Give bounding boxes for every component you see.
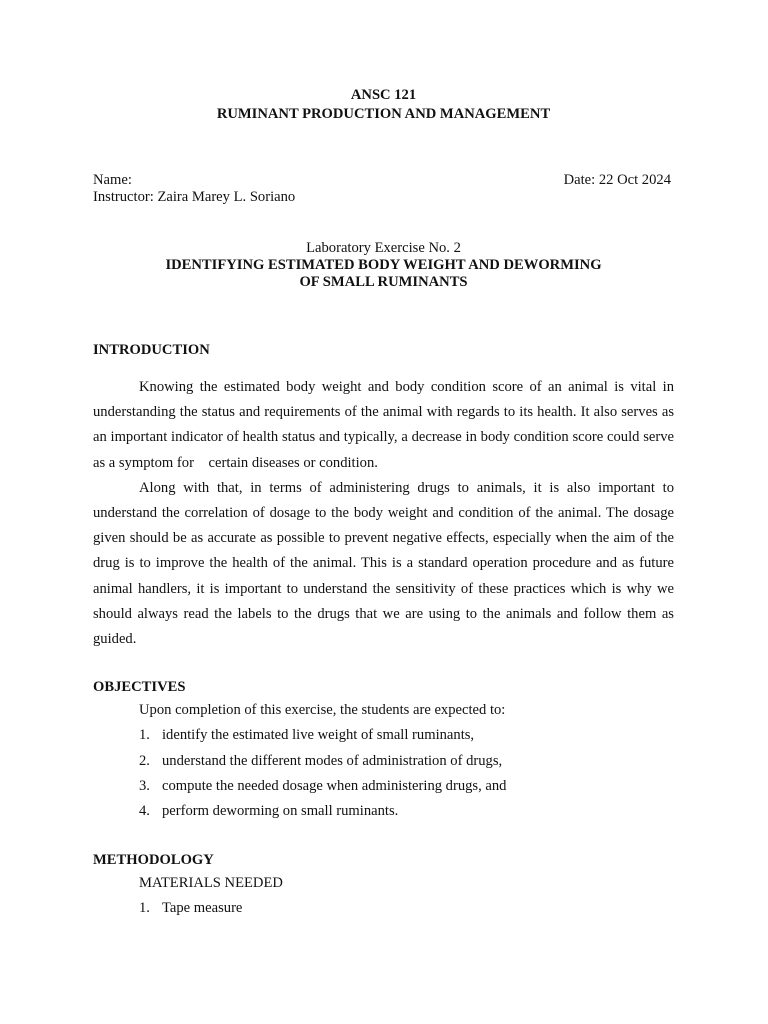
methodology-heading: METHODOLOGY [93,852,214,869]
list-item [139,723,674,748]
course-title: RUMINANT PRODUCTION AND MANAGEMENT [216,106,551,122]
date-label: Date: 22 Oct 2024 [563,172,671,188]
list-number: 4. [139,803,150,820]
introduction-heading: INTRODUCTION [93,342,210,358]
objectives-list [93,723,674,824]
introduction-paragraph-1: Knowing the estimated body weight and body condition score of an animal is vital in understanding the status and requirements of the animal with regards to its health. It also serves as an important indicator of health status and typically, a decrease in body condition score could serve as a symptom for certain diseases or condition. [93,379,678,471]
objectives-lead: Upon completion of this exercise, the students are expected to: [139,702,506,719]
materials-subheading: MATERIALS NEEDED [139,875,283,892]
introduction-section [93,341,678,652]
list-item [139,749,674,774]
list-item [139,774,674,799]
exercise-number: Laboratory Exercise No. 2 [306,240,461,256]
list-text: compute the needed dosage when administering drugs, and [162,777,507,794]
name-label: Name: [93,172,132,188]
list-number: 1. [139,727,150,744]
list-item [139,799,674,824]
objectives-section [93,678,674,824]
info-block [93,172,674,206]
methodology-section [93,851,674,921]
list-text: Tape measure [162,900,243,917]
list-text: perform deworming on small ruminants. [162,803,399,820]
exercise-title-line2: OF SMALL RUMINANTS [299,274,468,290]
course-code: ANSC 121 [350,87,417,103]
exercise-header [93,240,674,291]
list-number: 2. [139,752,150,769]
list-number: 1. [139,900,150,917]
list-item [139,896,674,921]
instructor-label: Instructor: Zaira Marey L. Soriano [93,189,296,205]
objectives-heading: OBJECTIVES [93,679,186,696]
list-text: identify the estimated live weight of small ruminants, [162,727,475,744]
list-number: 3. [139,777,150,794]
document-page [93,86,678,922]
list-text: understand the different modes of administration of drugs, [162,752,503,769]
exercise-title-line1: IDENTIFYING ESTIMATED BODY WEIGHT AND DEWORMING [165,257,602,273]
introduction-paragraph-2: Along with that, in terms of administering drugs to animals, it is also important to understand the correlation of dosage to the body weight and condition of the animal. The dosage given should be as accurate as possible to prevent negative effects, especially when the aim of the drug is to improve the health of the animal. This is a standard operation procedure and as future animal handlers, it is important to understand the sensitivity of these practices which is why we should always read the labels to the drugs that we are using to the animals and follow them as guided. [93,479,674,648]
course-header [93,86,674,124]
materials-list [93,896,674,921]
